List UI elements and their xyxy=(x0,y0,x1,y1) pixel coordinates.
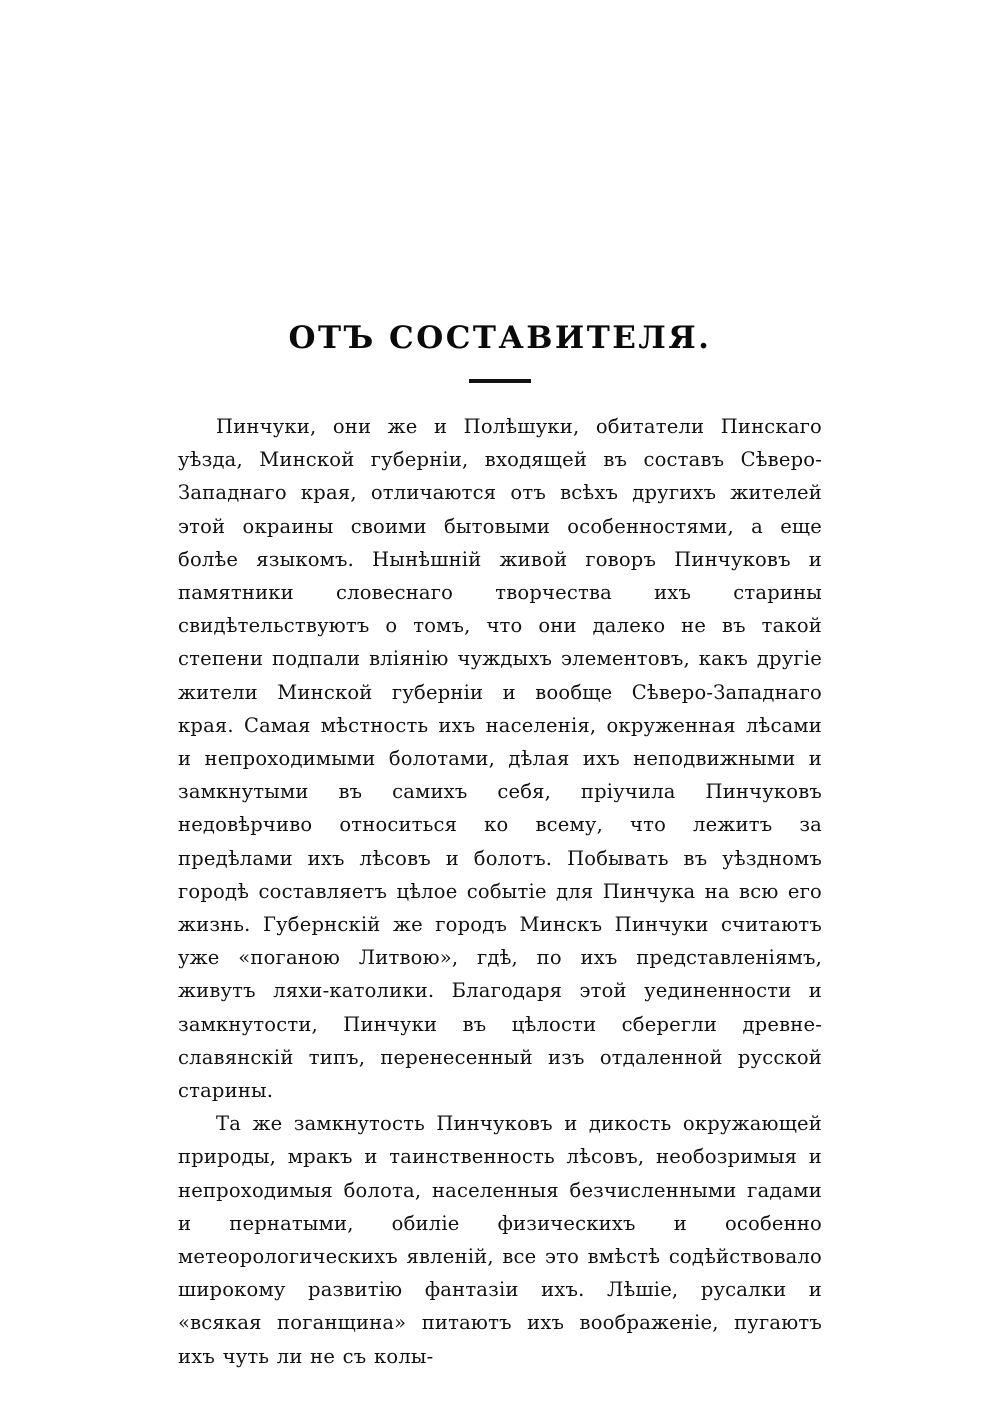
page-title: ОТЪ СОСТАВИТЕЛЯ. xyxy=(288,320,712,356)
paragraph: Пинчуки, они же и Полѣшуки, обитатели Пинскаго уѣзда, Минской губерніи, входящей въ составъ Сѣверо-Западнаго края, отличаются отъ всѣхъ другихъ жителей этой окраины своими бытовыми особенностями, а еще болѣе языкомъ. Нынѣшній живой говоръ Пинчуковъ и памятники словеснаго творчества ихъ старины свидѣтельствуютъ о томъ, что они далеко не въ такой степени подпали вліянію чуждыхъ элементовъ, какъ другіе жители Минской губерніи и вообще Сѣверо-Западнаго края. Самая мѣстность ихъ населенія, окруженная лѣсами и непроходимыми болотами, дѣлая ихъ неподвижными и замкнутыми въ самихъ себя, пріучила Пинчуковъ недовѣрчиво относиться ко всему, что лежитъ за предѣлами ихъ лѣсовъ и болотъ. Побывать въ уѣздномъ городѣ составляетъ цѣлое событіе для Пинчука на всю его жизнь. Губернскій же городъ Минскъ Пинчуки считаютъ уже «поганою Литвою», гдѣ, по ихъ представленіямъ, живутъ ляхи-католики. Благодаря этой уединенности и замкнутости, Пинчуки въ цѣлости сберегли древне-славянскій типъ, перенесенный изъ отдаленной русской старины. xyxy=(178,415,822,1103)
divider-rule xyxy=(469,379,531,383)
body-text xyxy=(178,410,822,1373)
page-content xyxy=(178,320,822,1373)
title-divider xyxy=(178,370,822,388)
paragraph: Та же замкнутость Пинчуковъ и дикость окружающей природы, мракъ и таинственность лѣсовъ, необозримыя и непроходимыя болота, населенныя безчисленными гадами и пернатыми, обиліе физическихъ и особенно метеорологическихъ явленій, все это вмѣстѣ содѣйствовало широкому развитію фантазіи ихъ. Лѣшіе, русалки и «всякая поганщина» питаютъ ихъ воображеніе, пугаютъ ихъ чуть ли не съ колы- xyxy=(178,1112,822,1368)
